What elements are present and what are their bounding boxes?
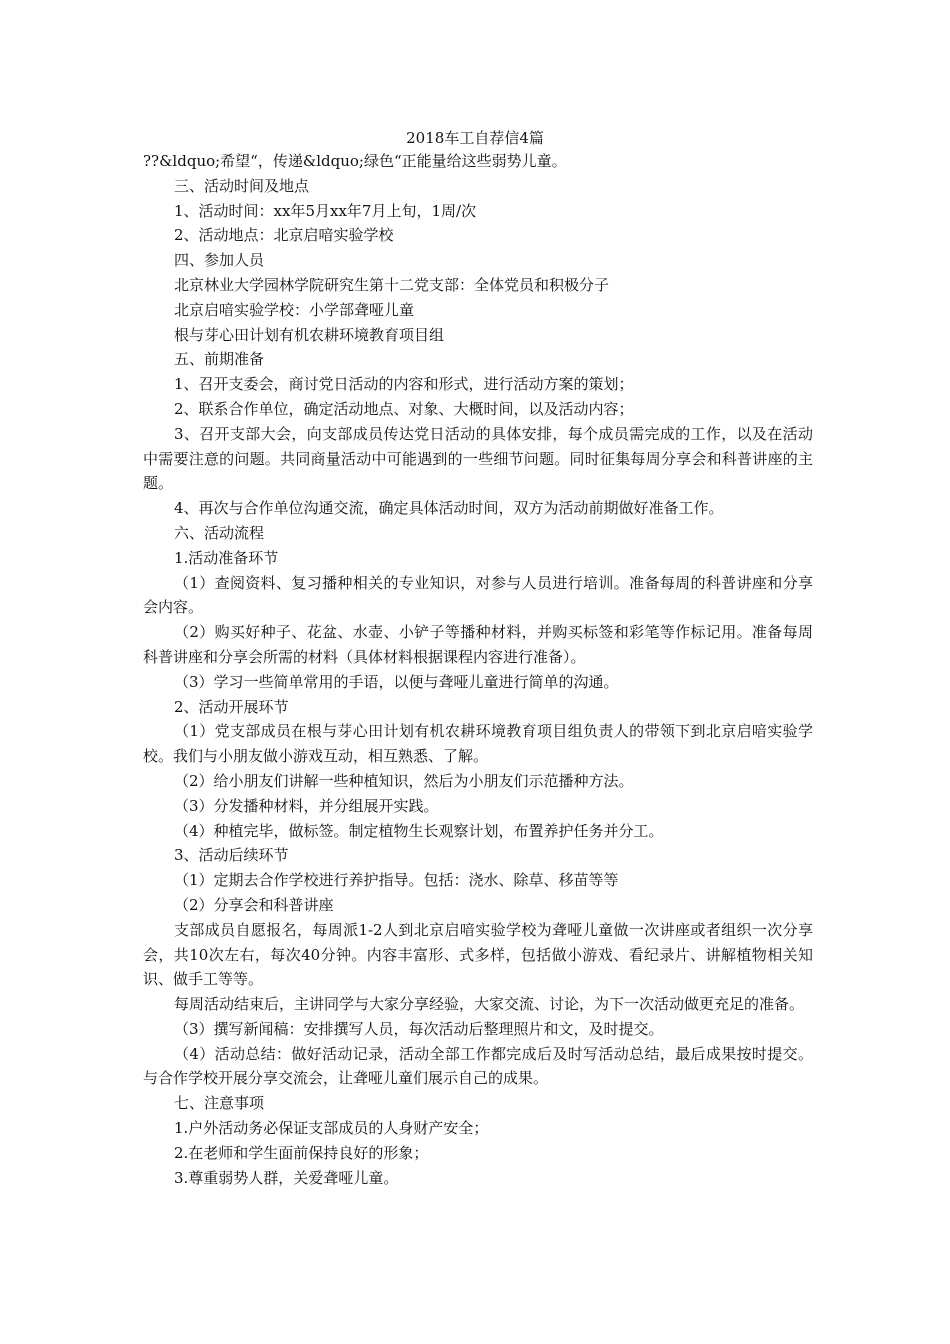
- paragraph-26: 支部成员自愿报名，每周派1-2人到北京启喑实验学校为聋哑儿童做一次讲座或者组织一次分享会，共10次左右，每次40分钟。内容丰富形、式多样，包括做小游戏、看纪录片、讲解植物相关知识、做手工等等。: [143, 920, 813, 989]
- paragraph-22: （4）种植完毕，做标签。制定植物生长观察计划，布置养护任务并分工。: [174, 821, 664, 840]
- paragraph-19: （1）党支部成员在根与芽心田计划有机农耕环境教育项目组负责人的带领下到北京启喑实验学校。我们与小朋友做小游戏互动，相互熟悉、了解。: [143, 722, 813, 766]
- section-heading-6: 六、活动流程: [174, 523, 265, 542]
- subheading-2: 2、活动开展环节: [174, 697, 289, 716]
- paragraph-25: （2）分享会和科普讲座: [174, 895, 334, 914]
- paragraph-16: （2）购买好种子、花盆、水壶、小铲子等播种材料，并购买标签和彩笔等作标记用。准备每周科普讲座和分享会所需的材料（具体材料根据课程内容进行准备）。: [143, 623, 813, 666]
- subheading-1: 1.活动准备环节: [174, 548, 279, 567]
- paragraph-2: 1、活动时间：xx年5月xx年7月上旬，1周/次: [174, 201, 477, 220]
- section-heading-3: 三、活动时间及地点: [174, 176, 310, 195]
- paragraph-21: （3）分发播种材料，并分组展开实践。: [174, 796, 439, 815]
- document-body: [143, 149, 813, 1190]
- paragraph-32: 2.在老师和学生面前保持良好的形象；: [174, 1143, 429, 1162]
- paragraph-27: 每周活动结束后，主讲同学与大家分享经验，大家交流、讨论，为下一次活动做更充足的准备。: [174, 995, 805, 1014]
- document-title: 2018车工自荐信4篇: [406, 129, 544, 147]
- section-heading-7: 七、注意事项: [174, 1094, 265, 1113]
- paragraph-0: ??&ldquo;希望“，传递&ldquo;绿色“正能量给这些弱势儿童。: [143, 152, 567, 170]
- paragraph-28: （3）撰写新闻稿：安排撰写人员，每次活动后整理照片和文，及时提交。: [174, 1019, 664, 1038]
- subheading-3: 3、活动后续环节: [174, 846, 289, 865]
- paragraph-6: 北京启喑实验学校：小学部聋哑儿童: [174, 300, 415, 319]
- paragraph-5: 北京林业大学园林学院研究生第十二党支部：全体党员和积极分子: [174, 275, 610, 294]
- paragraph-9: 1、召开支委会，商讨党日活动的内容和形式，进行活动方案的策划；: [174, 375, 634, 394]
- paragraph-10: 2、联系合作单位，确定活动地点、对象、大概时间，以及活动内容；: [174, 399, 634, 418]
- paragraph-7: 根与芽心田计划有机农耕环境教育项目组: [174, 325, 445, 344]
- paragraph-17: （3）学习一些简单常用的手语，以便与聋哑儿童进行简单的沟通。: [174, 672, 619, 691]
- paragraph-31: 1.户外活动务必保证支部成员的人身财产安全；: [174, 1119, 489, 1138]
- paragraph-29: （4）活动总结：做好活动记录，活动全部工作都完成后及时写活动总结，最后成果按时提交。与合作学校开展分享交流会，让聋哑儿童们展示自己的成果。: [143, 1044, 813, 1088]
- paragraph-24: （1）定期去合作学校进行养护指导。包括：浇水、除草、移苗等等: [174, 871, 619, 890]
- section-heading-4: 四、参加人员: [174, 251, 265, 270]
- section-heading-5: 五、前期准备: [174, 350, 265, 369]
- paragraph-20: （2）给小朋友们讲解一些种植知识，然后为小朋友们示范播种方法。: [174, 771, 634, 790]
- paragraph-15: （1）查阅资料、复习播种相关的专业知识，对参与人员进行培训。准备每周的科普讲座和分享会内容。: [143, 573, 813, 617]
- paragraph-3: 2、活动地点：北京启喑实验学校: [174, 226, 394, 245]
- paragraph-11: 3、召开支部大会，向支部成员传达党日活动的具体安排，每个成员需完成的工作，以及在活动中需要注意的问题。共同商量活动中可能遇到的一些细节问题。同时征集每周分享会和科普讲座的主题。: [143, 424, 813, 493]
- paragraph-12: 4、再次与合作单位沟通交流，确定具体活动时间，双方为活动前期做好准备工作。: [174, 499, 724, 518]
- paragraph-33: 3.尊重弱势人群，关爱聋哑儿童。: [174, 1168, 399, 1187]
